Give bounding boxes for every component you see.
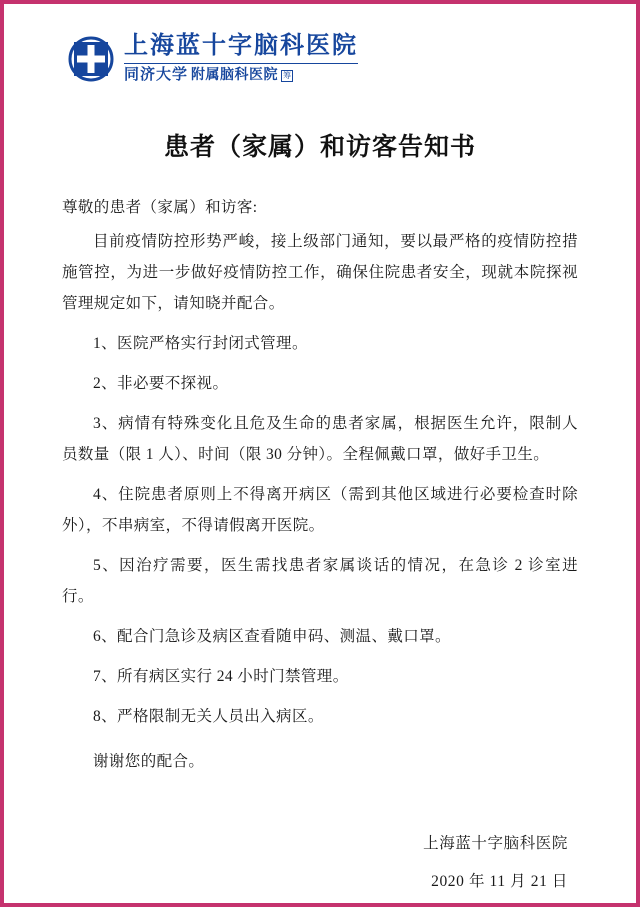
page-border-bottom [0,903,640,907]
signature-block [62,831,578,891]
hospital-logo [68,34,578,83]
affiliation-university: 同济大学 [124,67,189,83]
salutation: 尊敬的患者（家属）和访客: [62,199,258,216]
list-item: 5、因治疗需要，医生需找患者家属谈话的情况，在急诊 2 诊室进行。 [62,557,578,606]
page-title: 患者（家属）和访客告知书 [163,134,476,161]
affiliation-suffix: 附属脑科医院 [191,68,279,83]
cross-shield-icon [68,36,114,82]
signature-organization: 上海蓝十字脑科医院 [423,835,568,853]
page-border-right [636,0,640,907]
list-item: 3、病情有特殊变化且危及生命的患者家属，根据医生允许，限制人员数量（限 1 人）、时间（限 30 分钟）。全程佩戴口罩，做好手卫生。 [62,415,578,464]
signature-date: 2020 年 11 月 21 日 [431,873,568,891]
logo-divider [124,63,358,64]
list-item: 8、严格限制无关人员出入病区。 [93,708,324,726]
list-item: 2、非必要不探视。 [93,375,229,393]
hospital-name: 上海蓝十字脑科医院 [124,33,358,59]
affiliation-row [124,68,358,83]
list-item: 4、住院患者原则上不得离开病区（需到其他区域进行必要检查时除外），不串病室，不得请假离开医院。 [62,486,578,535]
list-item: 7、所有病区实行 24 小时门禁管理。 [93,668,349,686]
closing-line: 谢谢您的配合。 [93,753,205,771]
list-item: 6、配合门急诊及病区查看随申码、测温、戴口罩。 [93,628,451,646]
logo-badge: 筹 [283,71,292,80]
list-item: 1、医院严格实行封闭式管理。 [93,335,308,353]
intro-paragraph: 目前疫情防控形势严峻，接上级部门通知，要以最严格的疫情防控措施管控，为进一步做好疫情防控工作，确保住院患者安全，现就本院探视管理规定如下，请知晓并配合。 [62,233,578,313]
logo-text-block [124,34,358,83]
document-content [4,4,636,903]
